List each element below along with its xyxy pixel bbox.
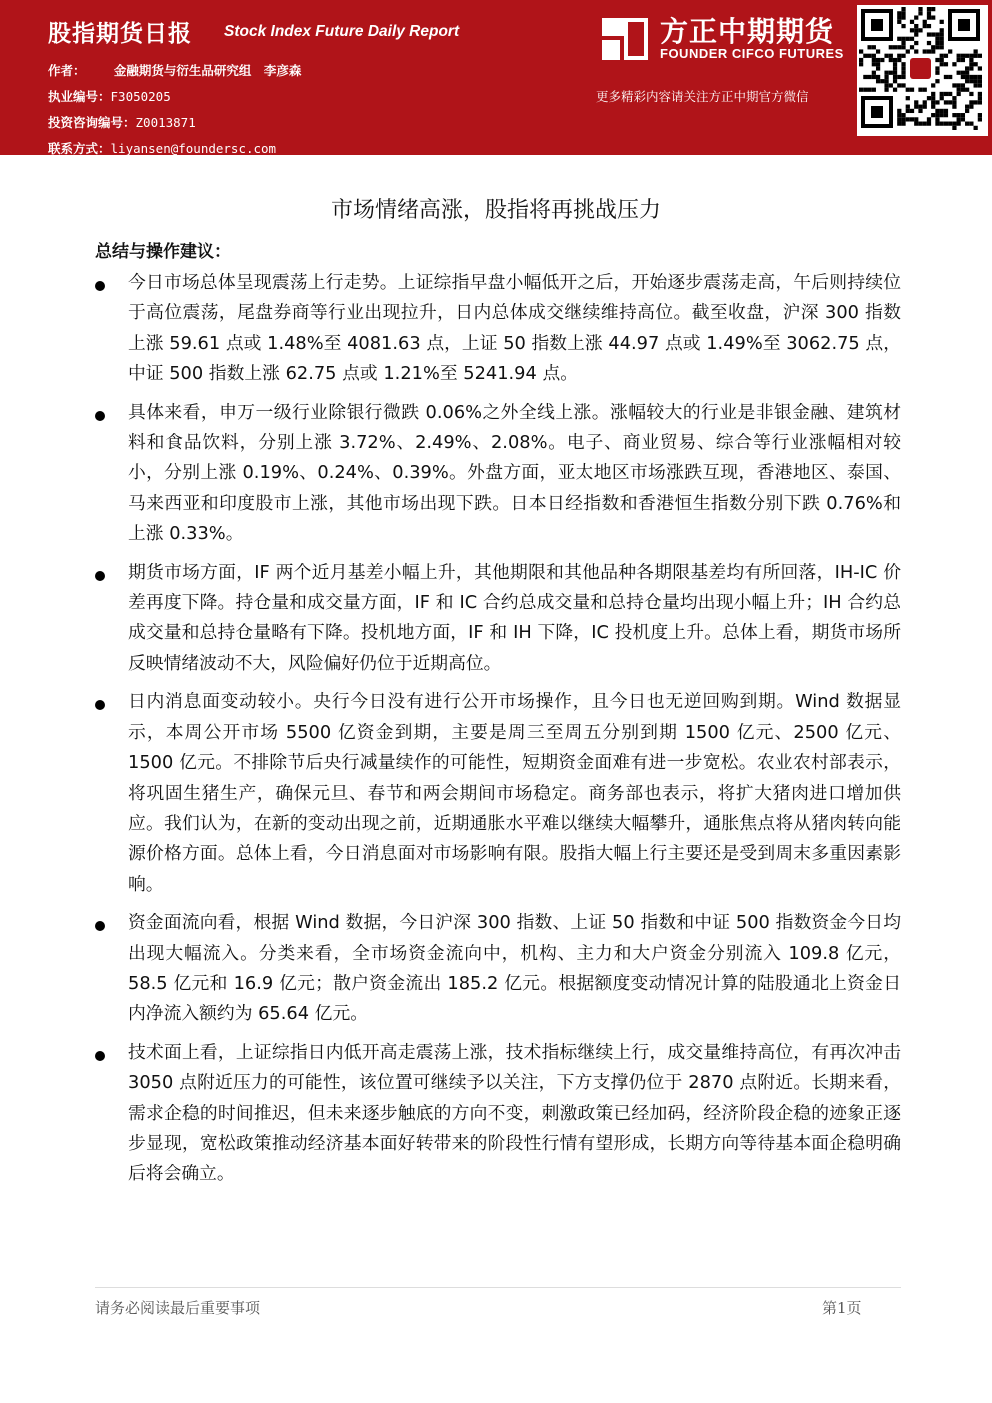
paragraph-text: 具体来看，申万一级行业除银行微跌 0.06%之外全线上涨。涨幅较大的行业是非银金融、建筑材料和食品饮料，分别上涨 3.72%、2.49%、2.08%。电子、商业贸易、综合等行业涨幅相对较小，分别上涨 0.19%、0.24%、0.39%。外盘方面，亚太地区市场涨跌互现，香港地区、泰国、马来西亚和印度股市上涨，其他市场出现下跌。日本日经指数和香港恒生指数分别下跌 0.76%和上涨 0.33%。 <box>128 401 901 545</box>
company-name-en: FOUNDER CIFCO FUTURES <box>660 46 844 61</box>
document-title: 市场情绪高涨，股指将再挑战压力 <box>330 198 661 223</box>
report-header <box>0 0 992 155</box>
footer-divider <box>95 1287 901 1288</box>
license-label: 执业编号： <box>48 89 111 104</box>
bullet-icon <box>95 411 105 421</box>
report-body <box>95 268 901 1198</box>
report-title: 股指期货日报 <box>48 21 192 47</box>
section-heading: 总结与操作建议： <box>95 242 231 262</box>
qr-code-icon <box>859 7 982 130</box>
bullet-icon <box>95 571 105 581</box>
bullet-icon <box>95 281 105 291</box>
paragraph-text: 今日市场总体呈现震荡上行走势。上证综指早盘小幅低开之后，开始逐步震荡走高，午后则持续位于高位震荡，尾盘券商等行业出现拉升，日内总体成交继续维持高位。截至收盘，沪深 300 指数上涨 59.61 点或 1.48%至 4081.63 点，上证 50 指数上涨 44.97 点或 1.49%至 3062.75 点，中证 500 指数上涨 62.75 点或 1.21%至 5241.94 点。 <box>128 272 901 385</box>
author-label: 作者： <box>48 63 86 78</box>
list-item <box>95 398 901 550</box>
license-number: F3050205 <box>110 89 171 104</box>
bullet-icon <box>95 921 105 931</box>
paragraph-text: 技术面上看，上证综指日内低开高走震荡上涨，技术指标继续上行，成交量维持高位，有再次冲击 3050 点附近压力的可能性，该位置可继续予以关注，下方支撑仍位于 2870 点附近。长期来看，需求企稳的时间推迟，但未来逐步触底的方向不变，刺激政策已经加码，经济阶段企稳的迹象正逐步显现，宽松政策推动经济基本面好转带来的阶段性行情有望形成，长期方向等待基本面企稳明确后将会确立。 <box>128 1041 901 1185</box>
paragraph-text: 日内消息面变动较小。央行今日没有进行公开市场操作，且今日也无逆回购到期。Wind 数据显示，本周公开市场 5500 亿资金到期，主要是周三至周五分别到期 1500 亿元、2500 亿元、1500 亿元。不排除节后央行减量续作的可能性，短期资金面难有进一步宽松。农业农村部表示，将巩固生猪生产，确保元旦、春节和两会期间市场稳定。商务部也表示，将扩大猪肉进口增加供应。我们认为，在新的变动出现之前，近期通胀水平难以继续大幅攀升，通胀焦点将从猪肉转向能源价格方面。总体上看，今日消息面对市场影响有限。股指大幅上行主要还是受到周末多重因素影响。 <box>128 691 901 895</box>
footer-notice: 请务必阅读最后重要事项 <box>95 1299 261 1317</box>
wechat-qr-code <box>857 5 988 136</box>
author-name: 金融期货与衍生品研究组 李彦森 <box>113 63 302 78</box>
license-line <box>48 87 171 105</box>
advisory-label: 投资咨询编号： <box>48 115 136 130</box>
wechat-note: 更多精彩内容请关注方正中期官方微信 <box>596 89 809 104</box>
advisory-number: Z0013871 <box>135 115 196 130</box>
list-item <box>95 1038 901 1190</box>
contact-line <box>48 139 276 157</box>
bullet-icon <box>95 700 105 710</box>
bullet-icon <box>95 1051 105 1061</box>
company-logo-icon <box>600 16 650 62</box>
list-item <box>95 558 901 680</box>
contact-label: 联系方式： <box>48 141 111 156</box>
paragraph-text: 期货市场方面，IF 两个近月基差小幅上升，其他期限和其他品种各期限基差均有所回落，IH-IC 价差再度下降。持仓量和成交量方面，IF 和 IC 合约总成交量和总持仓量均出现小幅上升；IH 合约总成交量和总持仓量略有下降。投机地方面，IF 和 IH 下降，IC 投机度上升。总体上看，期货市场所反映情绪波动不大，风险偏好仍位于近期高位。 <box>128 561 901 674</box>
list-item <box>95 687 901 900</box>
list-item <box>95 908 901 1030</box>
paragraph-text: 资金面流向看，根据 Wind 数据，今日沪深 300 指数、上证 50 指数和中证 500 指数资金今日均出现大幅流入。分类来看，全市场资金流向中，机构、主力和大户资金分别流入 109.8 亿元，58.5 亿元和 16.9 亿元；散户资金流出 185.2 亿元。根据额度变动情况计算的陆股通北上资金日内净流入额约为 65.64 亿元。 <box>128 912 901 1025</box>
list-item <box>95 268 901 390</box>
author-line <box>48 61 301 79</box>
contact-email[interactable]: liyansen@foundersc.com <box>110 141 277 156</box>
company-name-cn: 方正中期期货 <box>660 15 835 48</box>
advisory-line <box>48 113 196 131</box>
report-subtitle: Stock Index Future Daily Report <box>224 23 460 40</box>
page-number: 第1页 <box>822 1299 862 1317</box>
